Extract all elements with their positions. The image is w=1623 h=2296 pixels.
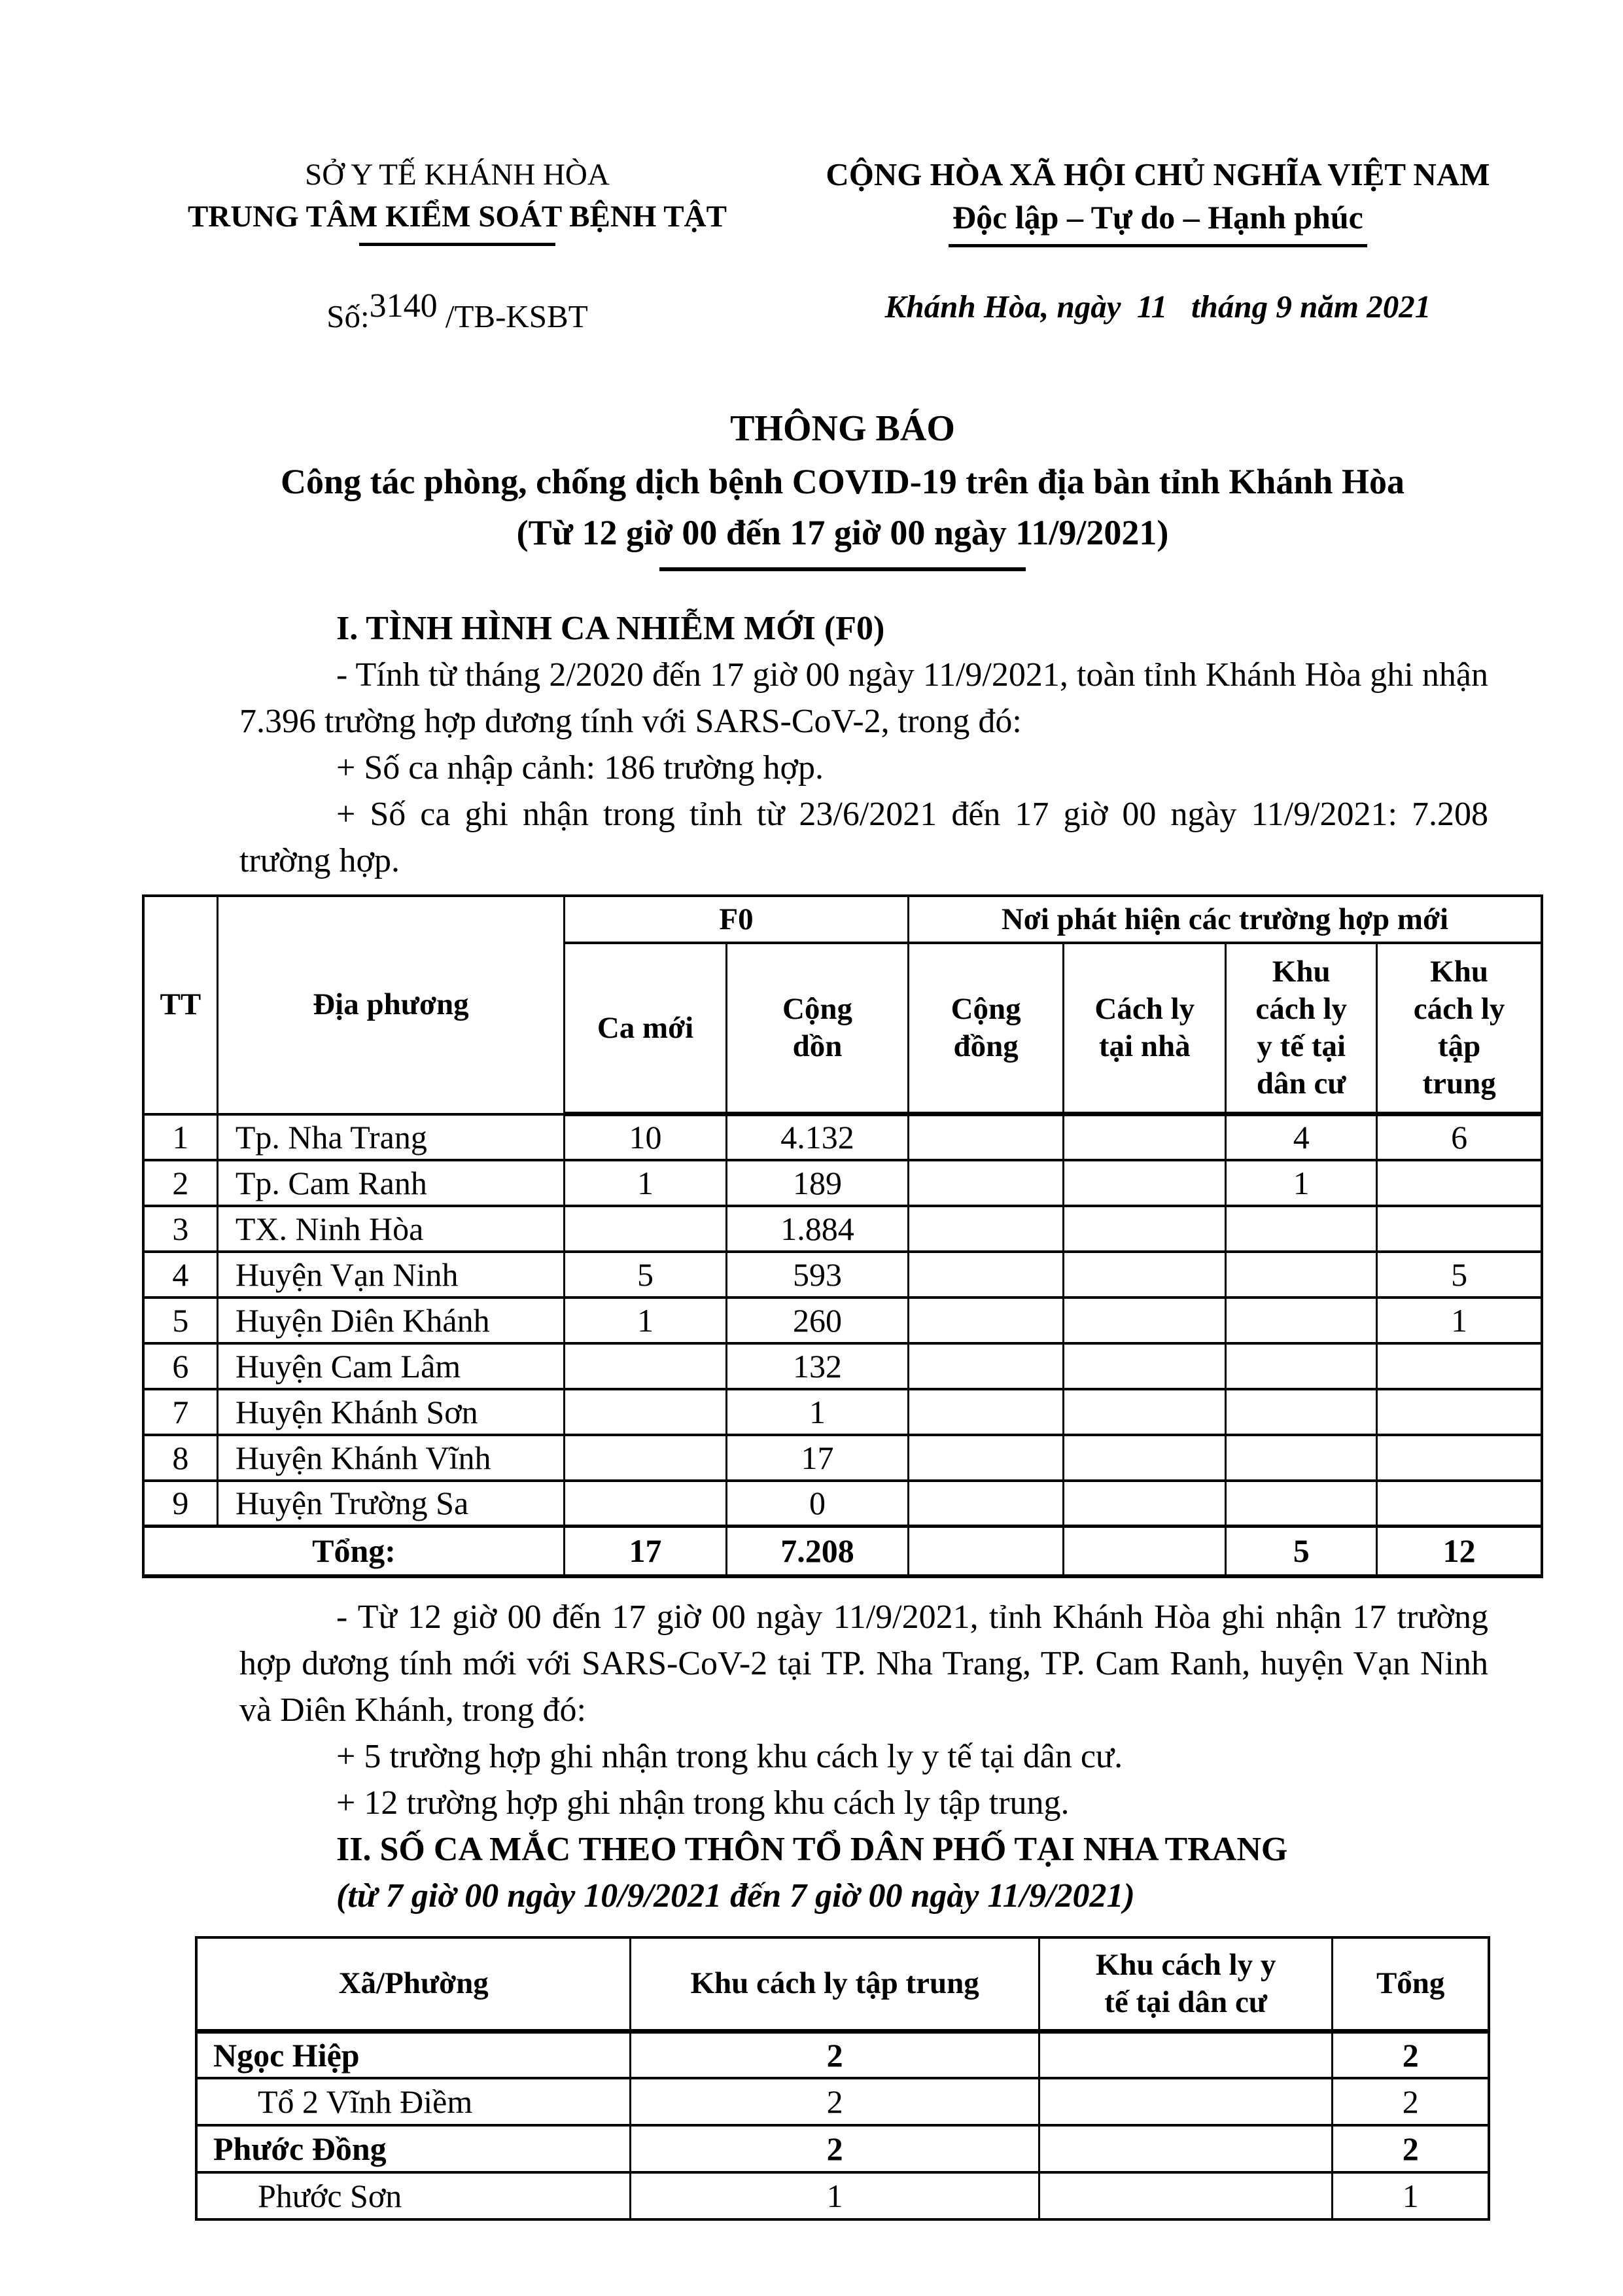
cell-new-cases: [565, 1389, 727, 1435]
cell-community: [908, 1435, 1063, 1481]
cell-ward: Phước Sơn: [196, 2172, 631, 2219]
cell-medical-zone: [1039, 2172, 1333, 2219]
total-medical-zone: 5: [1226, 1527, 1377, 1576]
cell-community: [908, 1114, 1063, 1160]
cell-tt: 8: [143, 1435, 217, 1481]
cell-locality: Tp. Cam Ranh: [217, 1160, 564, 1206]
col-header-community: Cộng đồng: [908, 943, 1063, 1114]
cell-new-cases: 1: [565, 1298, 727, 1343]
cell-home: [1064, 1343, 1226, 1389]
cell-cumulative: 593: [727, 1252, 909, 1298]
cell-home: [1064, 1435, 1226, 1481]
letterhead-right: [773, 154, 1543, 336]
section-1-continued: [239, 1594, 1488, 1919]
document-number: [142, 287, 773, 336]
total-cumulative: 7.208: [727, 1527, 909, 1576]
cell-new-cases: [565, 1206, 727, 1252]
cell-centralized: [1377, 1160, 1542, 1206]
table-row: [143, 1252, 1542, 1298]
cell-centralized: [1377, 1206, 1542, 1252]
org-underline: [359, 243, 555, 246]
cell-centralized: 6: [1377, 1114, 1542, 1160]
national-motto-line2: Độc lập – Tự do – Hạnh phúc: [952, 199, 1363, 236]
cell-home: [1064, 1206, 1226, 1252]
table-row: [196, 2172, 1489, 2219]
cell-locality: Huyện Cam Lâm: [217, 1343, 564, 1389]
col-header-centralized-quarantine: Khu cách ly tập trung: [631, 1937, 1039, 2032]
document-title-period: (Từ 12 giờ 00 đến 17 giờ 00 ngày 11/9/2021): [516, 513, 1169, 552]
cell-community: [908, 1252, 1063, 1298]
cell-locality: TX. Ninh Hòa: [217, 1206, 564, 1252]
cell-total: 2: [1333, 2078, 1489, 2125]
doc-number-value: 3140: [369, 287, 438, 325]
cell-medical-zone: [1226, 1389, 1377, 1435]
cell-centralized: 1: [631, 2172, 1039, 2219]
cell-tt: 2: [143, 1160, 217, 1206]
cell-cumulative: 189: [727, 1160, 909, 1206]
letterhead: [142, 154, 1543, 336]
cases-by-locality-table: [142, 894, 1543, 1578]
title-underline: [659, 567, 1026, 571]
cell-medical-zone: [1039, 2031, 1333, 2078]
cell-cumulative: 132: [727, 1343, 909, 1389]
cell-centralized: [1377, 1481, 1542, 1527]
cell-tt: 1: [143, 1114, 217, 1160]
cases-by-ward-table: [195, 1936, 1490, 2221]
paragraph: + Số ca nhập cảnh: 186 trường hợp.: [336, 749, 824, 786]
total-centralized: 12: [1377, 1527, 1542, 1576]
cell-medical-zone: [1226, 1298, 1377, 1343]
col-header-cumulative: Cộng dồn: [727, 943, 909, 1114]
paragraph: - Tính từ tháng 2/2020 đến 17 giờ 00 ngày 11/9/2021, toàn tỉnh Khánh Hòa ghi nhận 7.396 trường hợp dương tính với SARS-CoV-2, trong đó:: [239, 656, 1488, 740]
cell-medical-zone: 4: [1226, 1114, 1377, 1160]
cell-community: [908, 1298, 1063, 1343]
table-row: [196, 2125, 1489, 2172]
cell-tt: 3: [143, 1206, 217, 1252]
total-label: Tổng:: [143, 1527, 565, 1576]
col-header-new-cases: Ca mới: [565, 943, 727, 1114]
cell-centralized: 5: [1377, 1252, 1542, 1298]
cell-total: 2: [1333, 2125, 1489, 2172]
cell-locality: Huyện Diên Khánh: [217, 1298, 564, 1343]
place-date-line: Khánh Hòa, ngày 11 tháng 9 năm 2021: [884, 289, 1431, 325]
total-home: [1064, 1527, 1226, 1576]
cell-new-cases: [565, 1481, 727, 1527]
cell-medical-zone: [1226, 1343, 1377, 1389]
col-header-locality: Địa phương: [217, 896, 564, 1114]
cell-home: [1064, 1160, 1226, 1206]
cell-locality: Huyện Trường Sa: [217, 1481, 564, 1527]
table-row: [196, 2078, 1489, 2125]
cell-home: [1064, 1252, 1226, 1298]
cell-home: [1064, 1298, 1226, 1343]
paragraph: + Số ca ghi nhận trong tỉnh từ 23/6/2021 đến 17 giờ 00 ngày 11/9/2021: 7.208 trường hợp.: [239, 796, 1488, 879]
document-title-block: [142, 401, 1543, 571]
cell-tt: 5: [143, 1298, 217, 1343]
table-row: [143, 1389, 1542, 1435]
cell-ward: Ngọc Hiệp: [196, 2031, 631, 2078]
cell-centralized: 1: [1377, 1298, 1542, 1343]
issuing-parent-org: SỞ Y TẾ KHÁNH HÒA: [305, 158, 610, 192]
cell-community: [908, 1206, 1063, 1252]
table-row: [143, 1114, 1542, 1160]
table-row: [143, 1343, 1542, 1389]
cell-medical-zone: [1226, 1435, 1377, 1481]
doc-number-suffix: /TB-KSBT: [437, 298, 588, 334]
cell-medical-zone: [1226, 1252, 1377, 1298]
col-header-tt: TT: [143, 896, 217, 1114]
cell-total: 1: [1333, 2172, 1489, 2219]
col-header-home-quarantine: Cách ly tại nhà: [1064, 943, 1226, 1114]
cell-centralized: [1377, 1435, 1542, 1481]
paragraph: + 5 trường hợp ghi nhận trong khu cách ly y tế tại dân cư.: [336, 1737, 1123, 1775]
table-row: [196, 2031, 1489, 2078]
cell-community: [908, 1343, 1063, 1389]
document-title: THÔNG BÁO: [730, 408, 955, 449]
table-total-row: [143, 1527, 1542, 1576]
table-row: [143, 1206, 1542, 1252]
total-community: [908, 1527, 1063, 1576]
cell-new-cases: 1: [565, 1160, 727, 1206]
cell-locality: Huyện Khánh Sơn: [217, 1389, 564, 1435]
group-header-f0: F0: [565, 896, 909, 943]
doc-number-prefix: Số:: [326, 298, 370, 334]
cell-home: [1064, 1389, 1226, 1435]
cell-cumulative: 1.884: [727, 1206, 909, 1252]
cell-tt: 9: [143, 1481, 217, 1527]
cell-medical-zone: 1: [1226, 1160, 1377, 1206]
table-row: [143, 1435, 1542, 1481]
cell-ward: Tổ 2 Vĩnh Điềm: [196, 2078, 631, 2125]
col-header-centralized-quarantine: Khu cách ly tập trung: [1377, 943, 1542, 1114]
table-row: [143, 1160, 1542, 1206]
cell-tt: 7: [143, 1389, 217, 1435]
cell-centralized: [1377, 1389, 1542, 1435]
motto-underline: [949, 244, 1367, 247]
cell-centralized: 2: [631, 2078, 1039, 2125]
section-1: [239, 605, 1488, 884]
cell-centralized: [1377, 1343, 1542, 1389]
section-1-heading: I. TÌNH HÌNH CA NHIỄM MỚI (F0): [336, 610, 885, 647]
cell-medical-zone: [1039, 2078, 1333, 2125]
cell-locality: Huyện Vạn Ninh: [217, 1252, 564, 1298]
document-subtitle: Công tác phòng, chống dịch bệnh COVID-19 trên địa bàn tỉnh Khánh Hòa: [281, 462, 1405, 501]
cell-home: [1064, 1481, 1226, 1527]
col-header-total: Tổng: [1333, 1937, 1489, 2032]
cell-cumulative: 0: [727, 1481, 909, 1527]
issuing-org: TRUNG TÂM KIỂM SOÁT BỆNH TẬT: [187, 200, 727, 234]
table-group-header-row: [143, 896, 1542, 943]
cell-centralized: 2: [631, 2125, 1039, 2172]
table-header-row: [196, 1937, 1489, 2032]
col-header-medical-quarantine-zone: Khu cách ly y tế tại dân cư: [1039, 1937, 1333, 2032]
cell-tt: 4: [143, 1252, 217, 1298]
paragraph: + 12 trường hợp ghi nhận trong khu cách ly tập trung.: [336, 1784, 1070, 1822]
cell-new-cases: [565, 1435, 727, 1481]
section-2-subheading: (từ 7 giờ 00 ngày 10/9/2021 đến 7 giờ 00 ngày 11/9/2021): [336, 1877, 1135, 1915]
national-motto-line1: CỘNG HÒA XÃ HỘI CHỦ NGHĨA VIỆT NAM: [826, 156, 1490, 192]
cell-centralized: 2: [631, 2031, 1039, 2078]
group-header-detection-place: Nơi phát hiện các trường hợp mới: [908, 896, 1542, 943]
cell-new-cases: [565, 1343, 727, 1389]
total-new-cases: 17: [565, 1527, 727, 1576]
table-row: [143, 1481, 1542, 1527]
cell-community: [908, 1389, 1063, 1435]
section-2-heading: II. SỐ CA MẮC THEO THÔN TỔ DÂN PHỐ TẠI NHA TRANG: [336, 1830, 1288, 1868]
cell-medical-zone: [1226, 1206, 1377, 1252]
paragraph: - Từ 12 giờ 00 đến 17 giờ 00 ngày 11/9/2021, tỉnh Khánh Hòa ghi nhận 17 trường hợp dương tính mới với SARS-CoV-2 tại TP. Nha Trang, TP. Cam Ranh, huyện Vạn Ninh và Diên Khánh, trong đó:: [239, 1598, 1488, 1729]
cell-medical-zone: [1039, 2125, 1333, 2172]
cell-community: [908, 1160, 1063, 1206]
cell-new-cases: 5: [565, 1252, 727, 1298]
cell-cumulative: 4.132: [727, 1114, 909, 1160]
cell-total: 2: [1333, 2031, 1489, 2078]
cell-new-cases: 10: [565, 1114, 727, 1160]
cell-community: [908, 1481, 1063, 1527]
letterhead-left: [142, 154, 773, 336]
cell-locality: Huyện Khánh Vĩnh: [217, 1435, 564, 1481]
cell-ward: Phước Đồng: [196, 2125, 631, 2172]
cell-cumulative: 1: [727, 1389, 909, 1435]
cell-home: [1064, 1114, 1226, 1160]
col-header-ward: Xã/Phường: [196, 1937, 631, 2032]
cell-tt: 6: [143, 1343, 217, 1389]
table-row: [143, 1298, 1542, 1343]
cell-cumulative: 260: [727, 1298, 909, 1343]
cell-cumulative: 17: [727, 1435, 909, 1481]
cell-medical-zone: [1226, 1481, 1377, 1527]
cell-locality: Tp. Nha Trang: [217, 1114, 564, 1160]
col-header-medical-quarantine-zone: Khu cách ly y tế tại dân cư: [1226, 943, 1377, 1114]
